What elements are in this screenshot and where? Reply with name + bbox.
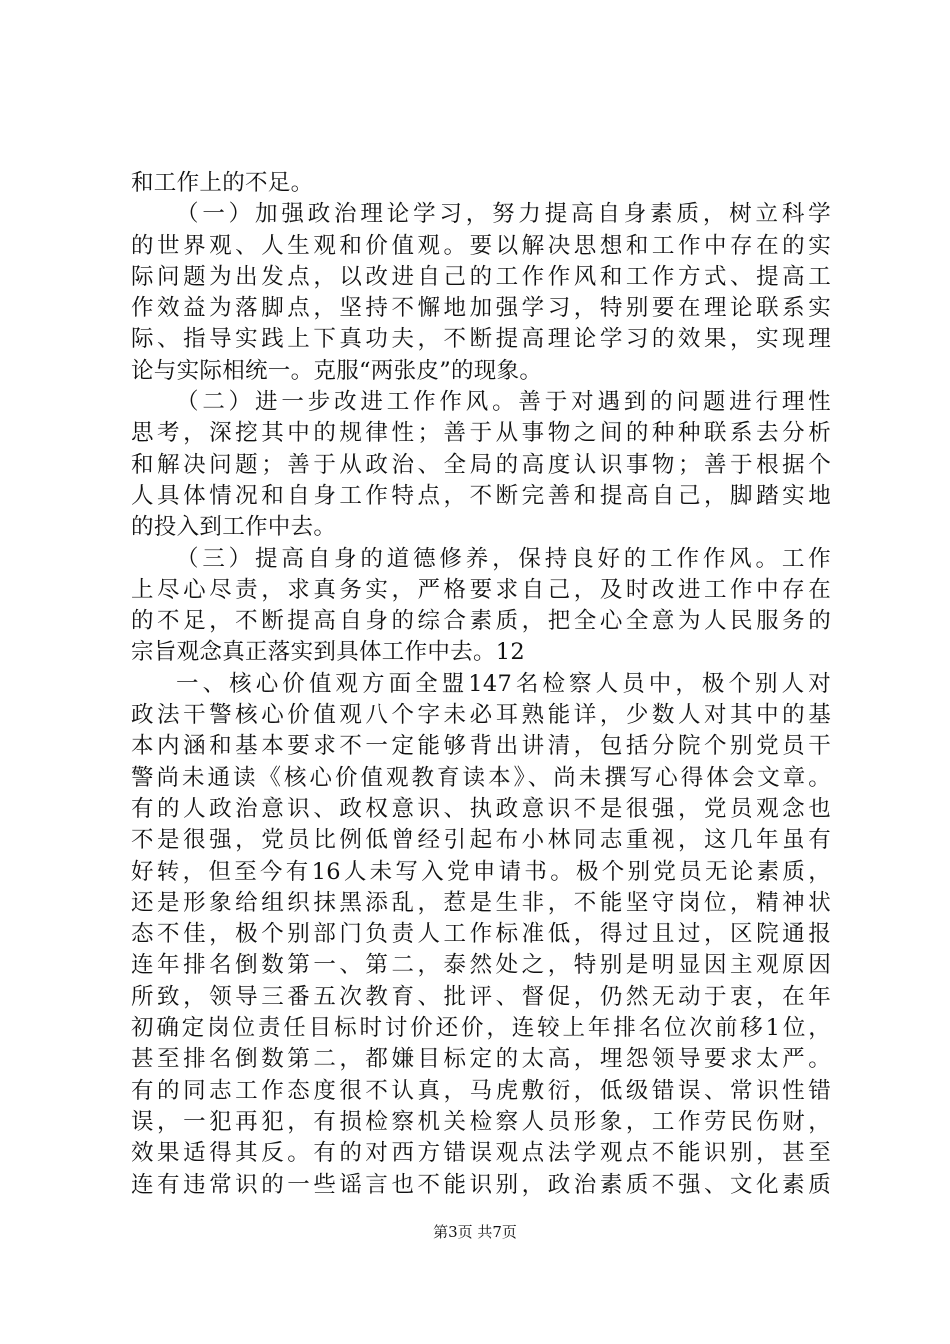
text-line: 连年排名倒数第一、第二，泰然处之，特别是明显因主观原因	[131, 952, 831, 979]
text-line: 连有违常识的一些谣言也不能识别，政治素质不强、文化素质	[131, 1171, 831, 1198]
text-line: 政法干警核心价值观八个字未必耳熟能详，少数人对其中的基	[131, 702, 831, 729]
document-body	[131, 168, 831, 1201]
text-line: 宗旨观念真正落实到具体工作中去。12	[131, 639, 526, 666]
text-line: 一、核心价值观方面全盟147名检察人员中，极个别人对	[176, 670, 831, 697]
text-line: （一）加强政治理论学习，努力提高自身素质，树立科学	[176, 201, 831, 228]
text-line: 思考，深挖其中的规律性；善于从事物之间的种种联系去分析	[131, 420, 831, 447]
text-line: 本内涵和基本要求不一定能够背出讲清，包括分院个别党员干	[131, 733, 831, 760]
text-line: 甚至排名倒数第二，都嫌目标定的太高，埋怨领导要求太严。	[131, 1046, 831, 1073]
text-line: 作效益为落脚点，坚持不懈地加强学习，特别要在理论联系实	[131, 295, 831, 322]
text-line: 所致，领导三番五次教育、批评、督促，仍然无动于衷，在年	[131, 983, 831, 1010]
text-line: 效果适得其反。有的对西方错误观点法学观点不能识别，甚至	[131, 1140, 831, 1167]
text-line: 的不足，不断提高自身的综合素质，把全心全意为人民服务的	[131, 608, 831, 635]
text-line: 态不佳，极个别部门负责人工作标准低，得过且过，区院通报	[131, 921, 831, 948]
page-footer: 第3页 共7页	[433, 1223, 517, 1241]
text-line: 际问题为出发点，以改进自己的工作作风和工作方式、提高工	[131, 263, 831, 290]
text-line: 的投入到工作中去。	[131, 514, 337, 541]
text-line: （二）进一步改进工作作风。善于对遇到的问题进行理性	[176, 389, 831, 416]
text-line: 有的同志工作态度很不认真，马虎敷衍，低级错误、常识性错	[131, 1077, 831, 1104]
text-line: 好转，但至今有16人未写入党申请书。极个别党员无论素质，	[131, 858, 831, 885]
text-line: 论与实际相统一。克服“两张皮”的现象。	[131, 357, 543, 384]
text-line: 上尽心尽责，求真务实，严格要求自己，及时改进工作中存在	[131, 576, 831, 603]
text-line: 不是很强，党员比例低曾经引起布小林同志重视，这几年虽有	[131, 827, 831, 854]
text-line: 还是形象给组织抹黑添乱，惹是生非，不能坚守岗位，精神状	[131, 889, 831, 916]
text-line: 初确定岗位责任目标时讨价还价，连较上年排名位次前移1位，	[131, 1015, 831, 1042]
text-line: 际、指导实践上下真功夫，不断提高理论学习的效果，实现理	[131, 326, 831, 353]
text-line: （三）提高自身的道德修养，保持良好的工作作风。工作	[176, 545, 831, 572]
text-line: 和工作上的不足。	[131, 170, 314, 196]
text-line: 误，一犯再犯，有损检察机关检察人员形象，工作劳民伤财，	[131, 1108, 831, 1135]
text-line: 的世界观、人生观和价值观。要以解决思想和工作中存在的实	[131, 232, 831, 259]
text-line: 警尚未通读《核心价值观教育读本》、尚未撰写心得体会文章。	[131, 764, 831, 791]
text-line: 人具体情况和自身工作特点，不断完善和提高自己，脚踏实地	[131, 482, 831, 509]
text-line: 有的人政治意识、政权意识、执政意识不是很强，党员观念也	[131, 795, 831, 822]
text-line: 和解决问题；善于从政治、全局的高度认识事物；善于根据个	[131, 451, 831, 478]
